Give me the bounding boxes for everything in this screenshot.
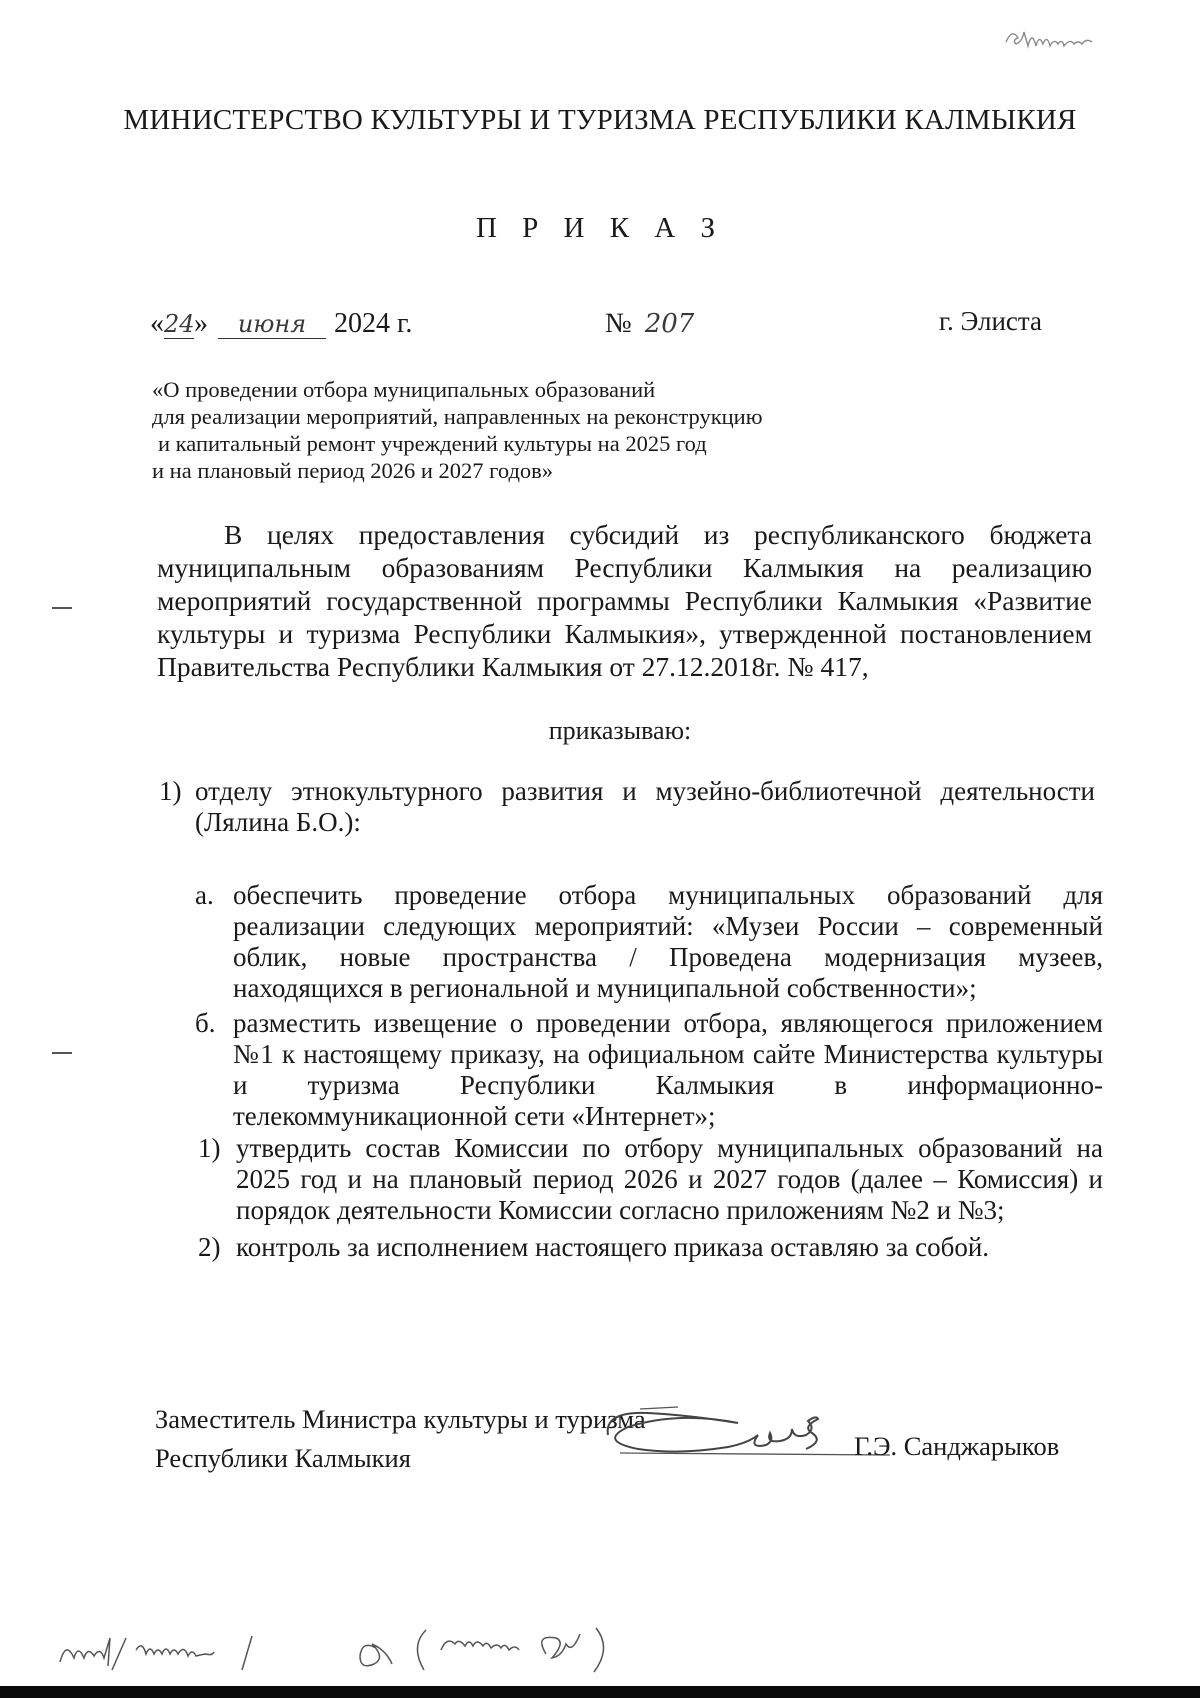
signer-title [155,1400,646,1478]
margin-mark [52,1052,72,1054]
order-item [198,1133,1103,1226]
scan-bottom-edge [0,1686,1200,1698]
item-text: обеспечить проведение отбора муниципальных образований для реализации следующих мероприятий: «Музеи России – современный облик, новые пространства / Проведена модернизация музеев, находящихся в региональной и муниципальной собственности»; [233,880,1103,1003]
date-day: 24 [164,310,195,338]
subject-line: и на плановый период 2026 и 2027 годов» [152,458,554,483]
date-month: июня [218,310,326,339]
item-text: утвердить состав Комиссии по отбору муниципальных образований на 2025 год и на плановый период 2026 и 2027 годов (далее – Комиссия) и порядок деятельности Комиссии согласно приложениям №2 и №3; [236,1133,1103,1225]
subject-line: для реализации мероприятий, направленных на реконструкцию [152,404,763,429]
date-open-quote: « [150,308,164,339]
preamble-paragraph: В целях предоставления субсидий из республиканского бюджета муниципальным образованиям Республики Калмыкия на реализацию мероприятий государственной программы Республики Калмыкия «Развитие культуры и туризма Республики Калмыкия», утвержденной постановлением Правительства Республики Калмыкия от 27.12.2018г. № 417, [157,519,1092,682]
order-date [150,308,412,340]
number-value: 207 [644,309,695,339]
signer-title-line: Заместитель Министра культуры и туризма [155,1404,646,1434]
item-text: разместить извещение о проведении отбора, являющегося приложением №1 к настоящему приказу, на официальном сайте Министерства культуры и туризма Республики Калмыкия в информационно-телекоммуникационной сети «Интернет»; [233,1008,1103,1131]
order-city: г. Элиста [938,306,1042,336]
item-text: контроль за исполнением настоящего приказа оставляю за собой. [236,1232,990,1262]
subject-line: «О проведении отбора муниципальных образований [152,377,656,402]
subject-line: и капитальный ремонт учреждений культуры на 2025 год [158,431,707,456]
signer-title-line: Республики Калмыкия [155,1443,411,1473]
item-marker: а. [195,880,214,910]
signer-name: Г.Э. Санджарыков [854,1431,1060,1461]
date-year: 2024 г. [334,308,413,339]
item-text: отделу этнокультурного развития и музейно-библиотечной деятельности (Лялина Б.О.): [195,776,1095,837]
number-label: № [605,308,632,339]
item-marker: 2) [198,1232,221,1262]
order-subject [152,376,872,484]
order-item [159,776,1095,838]
decree-word: приказываю: [548,716,692,745]
bottom-handwritten-note [56,1620,696,1680]
order-subitem [195,1008,1103,1132]
item-marker: 1) [198,1133,221,1163]
corner-handwritten-note [1002,16,1112,50]
item-marker: б. [195,1008,216,1038]
item-marker: 1) [159,776,182,806]
order-number [605,308,694,340]
order-subitem [195,880,1103,1004]
order-title: П Р И К А З [475,212,725,244]
date-close-quote: » [194,308,208,339]
margin-mark [52,607,72,609]
order-item [198,1232,1103,1263]
ministry-heading: МИНИСТЕРСТВО КУЛЬТУРЫ И ТУРИЗМА РЕСПУБЛИКИ КАЛМЫКИЯ [123,104,1077,136]
